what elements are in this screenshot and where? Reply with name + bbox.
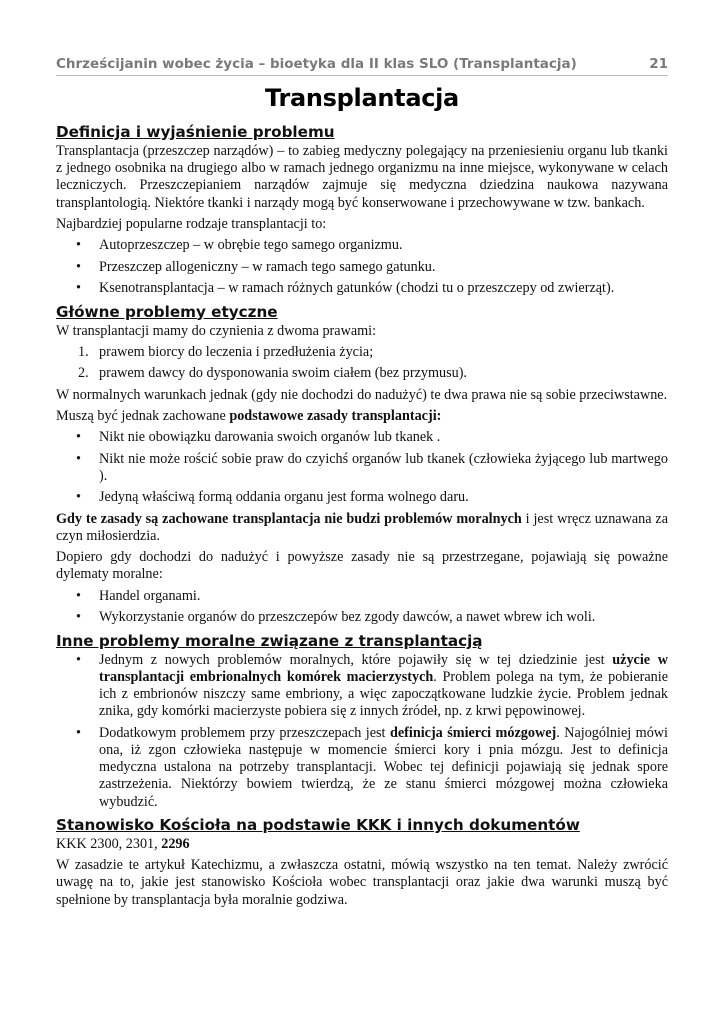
list-item bbox=[56, 725, 668, 811]
paragraph: Transplantacja (przeszczep narządów) – to zabieg medyczny polegający na przeniesieniu organu lub tkanki z jednego osobnika na drugiego albo w ramach jednego organizmu na inne miejsce, wykonywane w celach leczniczych. Przeszczepianiem narządów zajmuje się medyczna dziedzina naukowa nazywana transplantologią. Niektóre tkanki i narządy mogą być konserwowane i przechowywane w tzw. bankach. bbox=[56, 143, 668, 211]
list-item: • Przeszczep allogeniczny – w ramach tego samego gatunku. bbox=[56, 259, 668, 276]
list-item: • Autoprzeszczep – w obrębie tego samego organizmu. bbox=[56, 237, 668, 254]
document-body bbox=[56, 122, 668, 913]
bold-text: podstawowe zasady transplantacji: bbox=[229, 407, 442, 424]
list-item bbox=[56, 344, 668, 361]
running-header bbox=[56, 56, 668, 76]
reference-line bbox=[56, 836, 668, 853]
list-item: • Ksenotransplantacja – w ramach różnych gatunków (chodzi tu o przeszczepy od zwierząt). bbox=[56, 280, 668, 297]
list-item: • Jedyną właściwą formą oddania organu jest forma wolnego daru. bbox=[56, 489, 668, 506]
numbered-list bbox=[56, 344, 668, 383]
paragraph: Najbardziej popularne rodzaje transplantacji to: bbox=[56, 215, 327, 232]
paragraph: W transplantacji mamy do czynienia z dwoma prawami: bbox=[56, 322, 377, 339]
bold-text: użycie w transplantacji embrionalnych komórek macierzystych bbox=[99, 651, 668, 685]
paragraph bbox=[56, 511, 668, 545]
list-item: • Nikt nie może rościć sobie praw do czyichś organów lub tkanek (człowieka żyjącego lub martwego ). bbox=[56, 451, 668, 485]
paragraph: W zasadzie te artykuł Katechizmu, a zwłaszcza ostatni, mówią wszystko na ten temat. Należy zwrócić uwagę na to, jakie jest stanowisko Kościoła wobec transplantacji oraz jakie dwa warunki muszą być spełnione by transplantacja była moralnie godziwa. bbox=[56, 857, 668, 908]
bullet-list bbox=[56, 652, 668, 811]
paragraph: Dopiero gdy dochodzi do nadużyć i powyższe zasady nie są przestrzegane, pojawiają się poważne dylematy moralne: bbox=[56, 549, 668, 583]
section-main-ethical-problems bbox=[56, 302, 668, 627]
list-item: • Handel organami. bbox=[56, 588, 668, 605]
bold-text: definicja śmierci mózgowej bbox=[389, 724, 557, 741]
paragraph bbox=[56, 408, 668, 425]
bold-text: 2296 bbox=[161, 836, 190, 853]
list-item bbox=[56, 652, 668, 721]
list-item-text: prawem dawcy do dysponowania swoim ciałem (bez przymusu). bbox=[99, 365, 467, 382]
section-heading: Stanowisko Kościoła na podstawie KKK i innych dokumentów bbox=[56, 816, 580, 835]
text-run: Jednym z nowych problemów moralnych, które pojawiły się w tej dziedzinie jest bbox=[99, 651, 613, 668]
text-run: . Problem polega na tym, że pobieranie ich z embrionów niszczy same embriony, a więc zapoczątkowane ludzkie życie. Problem jednak znika, gdy komórki macierzyste pobiera się z innych źródeł, np. z krwi pępowinowej. bbox=[99, 668, 668, 720]
bullet-list bbox=[56, 237, 668, 297]
text-run: Muszą być jednak zachowane bbox=[56, 407, 230, 424]
page-title: Transplantacja bbox=[265, 84, 459, 112]
section-definition bbox=[56, 122, 668, 297]
section-heading: Główne problemy etyczne bbox=[56, 302, 278, 321]
bullet-list bbox=[56, 429, 668, 506]
page-number: 21 bbox=[649, 56, 668, 72]
section-heading: Definicja i wyjaśnienie problemu bbox=[56, 123, 335, 141]
section-heading: Inne problemy moralne związane z transplantacją bbox=[56, 631, 483, 650]
paragraph: W normalnych warunkach jednak (gdy nie dochodzi do nadużyć) te dwa prawa nie są sobie przeciwstawne. bbox=[56, 386, 668, 403]
list-number: 1. bbox=[78, 343, 89, 360]
bullet-list bbox=[56, 588, 668, 627]
text-run: . Najogólniej mówi ona, iż zgon człowieka następuje w momencie śmierci kory i pnia mózgu. Jest to definicja medyczna ustalona na potrzeby transplantacji. Wobec tej definicji pojawiają się jednak spore zastrzeżenia. Niektórzy bowiem twierdzą, że ze stanu śmierci mózgowej można człowieka wybudzić. bbox=[99, 724, 668, 810]
section-other-moral-problems bbox=[56, 631, 668, 811]
section-church-position bbox=[56, 815, 668, 909]
list-item: • Nikt nie obowiązku darowania swoich organów lub tkanek . bbox=[56, 429, 668, 446]
list-number: 2. bbox=[78, 365, 89, 382]
text-run: KKK 2300, 2301, bbox=[56, 836, 162, 853]
bold-text: Gdy te zasady są zachowane transplantacja nie budzi problemów moralnych bbox=[56, 510, 522, 527]
list-item bbox=[56, 365, 668, 382]
list-item: • Wykorzystanie organów do przeszczepów bez zgody dawców, a nawet wbrew ich woli. bbox=[56, 609, 668, 626]
text-run: i jest wręcz uznawana za czyn miłosierdzia. bbox=[56, 510, 668, 545]
list-item-text: prawem biorcy do leczenia i przedłużenia życia; bbox=[99, 343, 374, 360]
text-run: Dodatkowym problemem przy przeszczepach jest bbox=[99, 724, 390, 741]
running-title: Chrześcijanin wobec życia – bioetyka dla II klas SLO (Transplantacja) bbox=[56, 56, 577, 72]
